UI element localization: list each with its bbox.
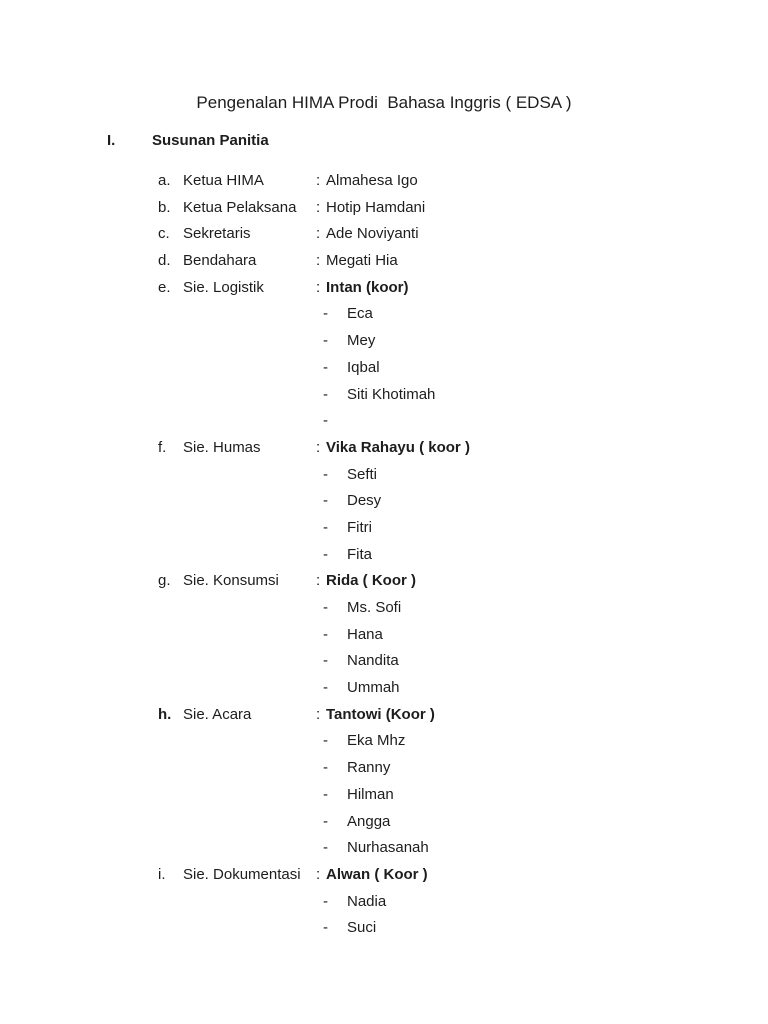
member-name: Siti Khotimah	[347, 385, 436, 403]
item-value: Vika Rahayu ( koor )	[326, 438, 470, 456]
dash-bullet: -	[323, 412, 328, 430]
item-letter: h.	[158, 705, 172, 723]
item-letter: i.	[158, 865, 166, 883]
member-row	[0, 915, 768, 942]
member-row	[0, 301, 768, 328]
member-name: Nandita	[347, 652, 399, 670]
committee-row-sie-logistik	[0, 275, 768, 302]
member-name: Ummah	[347, 679, 400, 697]
item-letter: g.	[158, 572, 171, 590]
item-value: Hotip Hamdani	[326, 198, 426, 216]
member-row	[0, 328, 768, 355]
member-row	[0, 835, 768, 862]
committee-list	[0, 168, 768, 942]
item-value: Almahesa Igo	[326, 172, 418, 189]
item-colon: :	[316, 572, 321, 590]
committee-row-sie-acara	[0, 702, 768, 729]
member-row	[0, 809, 768, 836]
item-label: Sie. Acara	[183, 705, 252, 723]
member-name: Nurhasanah	[347, 839, 429, 857]
dash-bullet: -	[323, 785, 328, 803]
page-title: Pengenalan HIMA Prodi Bahasa Inggris ( EDSA )	[196, 93, 572, 112]
member-row	[0, 382, 768, 409]
dash-bullet: -	[323, 759, 328, 777]
item-value: Alwan ( Koor )	[326, 865, 428, 883]
member-row	[0, 782, 768, 809]
member-name: Ms. Sofi	[347, 599, 402, 616]
member-name: Nadia	[347, 892, 387, 910]
member-name: Desy	[347, 492, 382, 510]
member-row	[0, 542, 768, 569]
member-name: Fita	[347, 545, 373, 563]
dash-bullet: -	[323, 492, 328, 510]
item-value: Ade Noviyanti	[326, 225, 419, 243]
item-letter: c.	[158, 225, 170, 243]
dash-bullet: -	[323, 919, 328, 937]
member-name: Eka Mhz	[347, 732, 406, 750]
item-label: Sie. Konsumsi	[183, 572, 279, 590]
member-name: Angga	[347, 812, 391, 830]
member-row	[0, 355, 768, 382]
section-title: Susunan Panitia	[152, 132, 269, 149]
item-label: Ketua HIMA	[183, 172, 264, 189]
item-label: Ketua Pelaksana	[183, 198, 297, 216]
dash-bullet: -	[323, 732, 328, 750]
item-value: Rida ( Koor )	[326, 572, 416, 590]
item-letter: b.	[158, 198, 171, 216]
member-row	[0, 595, 768, 622]
item-colon: :	[316, 252, 321, 270]
member-name: Eca	[347, 305, 373, 323]
committee-row-ketua-hima	[0, 168, 768, 195]
committee-row-ketua-pelaksana	[0, 195, 768, 222]
member-row	[0, 515, 768, 542]
item-label: Sie. Dokumentasi	[183, 865, 301, 883]
member-row-empty	[0, 408, 768, 435]
dash-bullet: -	[323, 625, 328, 643]
dash-bullet: -	[323, 518, 328, 536]
item-colon: :	[316, 198, 321, 216]
item-label: Sie. Humas	[183, 438, 261, 456]
member-row	[0, 675, 768, 702]
item-value: Megati Hia	[326, 252, 398, 270]
dash-bullet: -	[323, 545, 328, 563]
section-number: I.	[107, 132, 116, 149]
section-heading	[0, 131, 768, 151]
dash-bullet: -	[323, 679, 328, 697]
member-row	[0, 462, 768, 489]
item-value: Intan (koor)	[326, 278, 409, 296]
item-letter: f.	[158, 438, 167, 456]
member-name: Hana	[347, 625, 383, 643]
member-name: Hilman	[347, 785, 394, 803]
dash-bullet: -	[323, 652, 328, 670]
item-label: Sekretaris	[183, 225, 251, 243]
committee-row-bendahara	[0, 248, 768, 275]
item-colon: :	[316, 705, 321, 723]
member-name: Mey	[347, 332, 376, 350]
dash-bullet: -	[323, 839, 328, 857]
committee-row-sie-konsumsi	[0, 568, 768, 595]
dash-bullet: -	[323, 358, 328, 376]
dash-bullet: -	[323, 465, 328, 483]
dash-bullet: -	[323, 332, 328, 350]
member-row	[0, 889, 768, 916]
member-name: Suci	[347, 919, 377, 937]
member-name: Ranny	[347, 759, 391, 777]
dash-bullet: -	[323, 892, 328, 910]
item-letter: d.	[158, 252, 171, 270]
dash-bullet: -	[323, 305, 328, 323]
item-colon: :	[316, 865, 321, 883]
item-colon: :	[316, 438, 321, 456]
member-row	[0, 648, 768, 675]
item-label: Sie. Logistik	[183, 278, 264, 296]
item-label: Bendahara	[183, 252, 257, 270]
member-row	[0, 488, 768, 515]
member-row	[0, 622, 768, 649]
committee-row-sie-humas	[0, 435, 768, 462]
dash-bullet: -	[323, 812, 328, 830]
item-colon: :	[316, 278, 321, 296]
member-name: Iqbal	[347, 358, 380, 376]
item-letter: e.	[158, 278, 171, 296]
member-name: Sefti	[347, 465, 378, 483]
member-row	[0, 755, 768, 782]
item-letter: a.	[158, 172, 171, 189]
member-row	[0, 728, 768, 755]
dash-bullet: -	[323, 385, 328, 403]
committee-row-sie-dokumentasi	[0, 862, 768, 889]
dash-bullet: -	[323, 599, 328, 616]
committee-row-sekretaris	[0, 221, 768, 248]
item-colon: :	[316, 225, 321, 243]
item-value: Tantowi (Koor )	[326, 705, 435, 723]
member-name: Fitri	[347, 518, 372, 536]
item-colon: :	[316, 172, 321, 189]
